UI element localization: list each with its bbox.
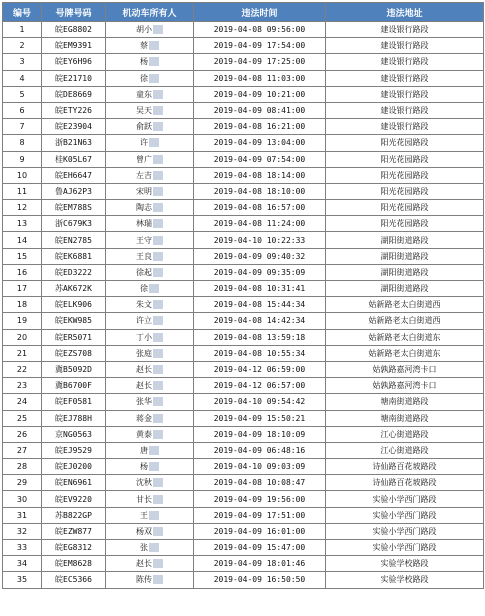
header-number: 编号 xyxy=(3,3,42,22)
cell-location: 实验小学西门路段 xyxy=(326,491,484,507)
cell-number: 7 xyxy=(3,119,42,135)
cell-plate: 鲁AJ62P3 xyxy=(42,183,106,199)
table-row xyxy=(3,426,484,442)
cell-time: 2019-04-09 13:04:00 xyxy=(194,135,326,151)
cell-owner xyxy=(106,426,194,442)
cell-location: 阳光花园路段 xyxy=(326,151,484,167)
owner-name: 张 xyxy=(140,543,148,553)
owner-name: 杨 xyxy=(140,462,148,472)
redaction-mark xyxy=(153,25,163,34)
owner-name: 俞跃 xyxy=(136,122,152,132)
owner-name: 蒋金 xyxy=(136,413,152,423)
cell-location: 湖阳街道路段 xyxy=(326,264,484,280)
cell-time: 2019-04-12 06:57:00 xyxy=(194,378,326,394)
cell-time: 2019-04-08 10:55:34 xyxy=(194,345,326,361)
cell-plate: 皖ETY226 xyxy=(42,102,106,118)
cell-location: 姑新路老太白街道东 xyxy=(326,329,484,345)
cell-owner xyxy=(106,378,194,394)
table-row xyxy=(3,183,484,199)
cell-time: 2019-04-09 17:54:00 xyxy=(194,38,326,54)
cell-time: 2019-04-09 08:41:00 xyxy=(194,102,326,118)
table-row xyxy=(3,297,484,313)
cell-owner xyxy=(106,507,194,523)
cell-location: 湖阳街道路段 xyxy=(326,248,484,264)
redaction-mark xyxy=(153,430,163,439)
cell-location: 江心街道路段 xyxy=(326,442,484,458)
cell-time: 2019-04-09 16:01:00 xyxy=(194,523,326,539)
table-row xyxy=(3,135,484,151)
redaction-mark xyxy=(153,365,163,374)
cell-time: 2019-04-09 07:54:00 xyxy=(194,151,326,167)
cell-owner xyxy=(106,86,194,102)
owner-name: 曾广 xyxy=(136,154,152,164)
cell-number: 12 xyxy=(3,200,42,216)
cell-number: 25 xyxy=(3,410,42,426)
table-row xyxy=(3,394,484,410)
table-row xyxy=(3,313,484,329)
cell-number: 28 xyxy=(3,459,42,475)
cell-location: 建设银行路段 xyxy=(326,38,484,54)
table-body xyxy=(3,22,484,589)
cell-time: 2019-04-09 09:40:32 xyxy=(194,248,326,264)
cell-plate: 冀B6700F xyxy=(42,378,106,394)
cell-owner xyxy=(106,281,194,297)
cell-plate: 皖DE8669 xyxy=(42,86,106,102)
cell-time: 2019-04-08 09:56:00 xyxy=(194,22,326,38)
cell-owner xyxy=(106,540,194,556)
cell-owner xyxy=(106,183,194,199)
redaction-mark xyxy=(153,300,163,309)
cell-plate: 皖EJ9529 xyxy=(42,442,106,458)
cell-owner xyxy=(106,297,194,313)
cell-location: 实验学校路段 xyxy=(326,572,484,588)
cell-time: 2019-04-08 16:21:00 xyxy=(194,119,326,135)
cell-time: 2019-04-08 11:24:00 xyxy=(194,216,326,232)
cell-number: 22 xyxy=(3,361,42,377)
cell-location: 建设银行路段 xyxy=(326,54,484,70)
owner-name: 赵长 xyxy=(136,559,152,569)
owner-name: 朱文 xyxy=(136,300,152,310)
violation-table-container xyxy=(2,2,483,589)
cell-owner xyxy=(106,232,194,248)
cell-time: 2019-04-08 10:31:41 xyxy=(194,281,326,297)
owner-name: 赵长 xyxy=(136,365,152,375)
redaction-mark xyxy=(153,397,163,406)
table-row xyxy=(3,54,484,70)
redaction-mark xyxy=(149,138,159,147)
cell-time: 2019-04-09 17:51:00 xyxy=(194,507,326,523)
cell-plate: 皖EC5366 xyxy=(42,572,106,588)
cell-plate: 浙B21N63 xyxy=(42,135,106,151)
cell-number: 15 xyxy=(3,248,42,264)
cell-number: 26 xyxy=(3,426,42,442)
cell-plate: 皖EJ0200 xyxy=(42,459,106,475)
cell-location: 塘南街道路段 xyxy=(326,394,484,410)
cell-location: 湖阳街道路段 xyxy=(326,232,484,248)
cell-number: 2 xyxy=(3,38,42,54)
cell-owner xyxy=(106,410,194,426)
cell-owner xyxy=(106,102,194,118)
cell-time: 2019-04-10 09:03:09 xyxy=(194,459,326,475)
redaction-mark xyxy=(153,219,163,228)
cell-number: 19 xyxy=(3,313,42,329)
cell-time: 2019-04-08 11:03:00 xyxy=(194,70,326,86)
table-row xyxy=(3,491,484,507)
cell-owner xyxy=(106,248,194,264)
table-row xyxy=(3,442,484,458)
table-row xyxy=(3,102,484,118)
table-row xyxy=(3,523,484,539)
cell-time: 2019-04-08 14:42:34 xyxy=(194,313,326,329)
redaction-mark xyxy=(153,381,163,390)
owner-name: 甘长 xyxy=(136,494,152,504)
owner-name: 林瑞 xyxy=(136,219,152,229)
redaction-mark xyxy=(153,268,163,277)
cell-location: 诗仙路百花坡路段 xyxy=(326,475,484,491)
owner-name: 陶志 xyxy=(136,203,152,213)
cell-number: 30 xyxy=(3,491,42,507)
redaction-mark xyxy=(153,236,163,245)
owner-name: 蔡 xyxy=(140,41,148,51)
cell-plate: 苏AK672K xyxy=(42,281,106,297)
cell-owner xyxy=(106,345,194,361)
cell-location: 实验学校路段 xyxy=(326,556,484,572)
owner-name: 丁小 xyxy=(136,332,152,342)
cell-time: 2019-04-08 18:14:00 xyxy=(194,167,326,183)
cell-time: 2019-04-09 17:25:00 xyxy=(194,54,326,70)
owner-name: 徐 xyxy=(140,284,148,294)
cell-number: 21 xyxy=(3,345,42,361)
redaction-mark xyxy=(153,122,163,131)
table-row xyxy=(3,378,484,394)
cell-plate: 皖E23904 xyxy=(42,119,106,135)
cell-plate: 皖EKW985 xyxy=(42,313,106,329)
redaction-mark xyxy=(149,511,159,520)
cell-time: 2019-04-09 18:01:46 xyxy=(194,556,326,572)
cell-location: 建设银行路段 xyxy=(326,86,484,102)
cell-location: 实验小学西门路段 xyxy=(326,523,484,539)
violation-table xyxy=(2,2,484,589)
owner-name: 张庭 xyxy=(136,348,152,358)
cell-plate: 皖EH6647 xyxy=(42,167,106,183)
cell-number: 34 xyxy=(3,556,42,572)
table-row xyxy=(3,86,484,102)
cell-number: 6 xyxy=(3,102,42,118)
redaction-mark xyxy=(149,462,159,471)
table-row xyxy=(3,507,484,523)
cell-plate: 皖E21710 xyxy=(42,70,106,86)
table-row xyxy=(3,119,484,135)
cell-plate: 皖EK6881 xyxy=(42,248,106,264)
redaction-mark xyxy=(153,527,163,536)
cell-location: 江心街道路段 xyxy=(326,426,484,442)
cell-plate: 皖EY6H96 xyxy=(42,54,106,70)
header-time: 违法时间 xyxy=(194,3,326,22)
owner-name: 张华 xyxy=(136,397,152,407)
owner-name: 唐 xyxy=(140,445,148,455)
cell-location: 阳光花园路段 xyxy=(326,135,484,151)
table-row xyxy=(3,556,484,572)
owner-name: 宋明 xyxy=(136,186,152,196)
cell-owner xyxy=(106,216,194,232)
cell-number: 16 xyxy=(3,264,42,280)
cell-owner xyxy=(106,54,194,70)
owner-name: 吴天 xyxy=(136,106,152,116)
table-row xyxy=(3,264,484,280)
owner-name: 王守 xyxy=(136,235,152,245)
cell-number: 8 xyxy=(3,135,42,151)
cell-owner xyxy=(106,264,194,280)
redaction-mark xyxy=(153,316,163,325)
owner-name: 黄泰 xyxy=(136,429,152,439)
redaction-mark xyxy=(153,187,163,196)
table-row xyxy=(3,248,484,264)
cell-location: 阳光花园路段 xyxy=(326,216,484,232)
cell-time: 2019-04-09 09:35:09 xyxy=(194,264,326,280)
cell-owner xyxy=(106,22,194,38)
cell-location: 塘南街道路段 xyxy=(326,410,484,426)
cell-time: 2019-04-08 18:10:00 xyxy=(194,183,326,199)
cell-location: 实验小学西门路段 xyxy=(326,507,484,523)
redaction-mark xyxy=(153,252,163,261)
cell-time: 2019-04-09 16:50:50 xyxy=(194,572,326,588)
cell-plate: 皖EV9220 xyxy=(42,491,106,507)
table-row xyxy=(3,22,484,38)
table-header-row xyxy=(3,3,484,22)
table-row xyxy=(3,361,484,377)
cell-time: 2019-04-08 10:08:47 xyxy=(194,475,326,491)
owner-name: 王良 xyxy=(136,251,152,261)
owner-name: 左吉 xyxy=(136,170,152,180)
cell-plate: 皖EJ788H xyxy=(42,410,106,426)
cell-time: 2019-04-08 13:59:18 xyxy=(194,329,326,345)
cell-number: 29 xyxy=(3,475,42,491)
cell-plate: 皖ED3222 xyxy=(42,264,106,280)
redaction-mark xyxy=(149,57,159,66)
cell-number: 10 xyxy=(3,167,42,183)
owner-name: 赵长 xyxy=(136,381,152,391)
cell-plate: 冀B5092D xyxy=(42,361,106,377)
cell-number: 35 xyxy=(3,572,42,588)
cell-owner xyxy=(106,38,194,54)
cell-plate: 皖EG8312 xyxy=(42,540,106,556)
table-row xyxy=(3,200,484,216)
cell-plate: 皖EM8628 xyxy=(42,556,106,572)
table-row xyxy=(3,232,484,248)
cell-location: 湖阳街道路段 xyxy=(326,281,484,297)
cell-time: 2019-04-09 10:21:00 xyxy=(194,86,326,102)
cell-owner xyxy=(106,70,194,86)
redaction-mark xyxy=(153,559,163,568)
cell-time: 2019-04-12 06:59:00 xyxy=(194,361,326,377)
cell-number: 13 xyxy=(3,216,42,232)
cell-time: 2019-04-09 15:50:21 xyxy=(194,410,326,426)
table-row xyxy=(3,540,484,556)
owner-name: 杨 xyxy=(140,57,148,67)
cell-number: 32 xyxy=(3,523,42,539)
table-row xyxy=(3,38,484,54)
table-row xyxy=(3,572,484,588)
owner-name: 陈传 xyxy=(136,575,152,585)
redaction-mark xyxy=(153,106,163,115)
cell-owner xyxy=(106,167,194,183)
redaction-mark xyxy=(153,478,163,487)
table-row xyxy=(3,216,484,232)
cell-number: 9 xyxy=(3,151,42,167)
cell-number: 20 xyxy=(3,329,42,345)
cell-location: 姑新路老太白街道西 xyxy=(326,297,484,313)
cell-time: 2019-04-09 06:48:16 xyxy=(194,442,326,458)
owner-name: 胡小 xyxy=(136,25,152,35)
redaction-mark xyxy=(149,74,159,83)
table-row xyxy=(3,329,484,345)
cell-location: 建设银行路段 xyxy=(326,119,484,135)
cell-time: 2019-04-10 09:54:42 xyxy=(194,394,326,410)
cell-time: 2019-04-09 18:10:09 xyxy=(194,426,326,442)
cell-owner xyxy=(106,361,194,377)
header-owner: 机动车所有人 xyxy=(106,3,194,22)
redaction-mark xyxy=(153,333,163,342)
cell-location: 姑新路老太白街道东 xyxy=(326,345,484,361)
cell-owner xyxy=(106,442,194,458)
cell-time: 2019-04-09 19:56:00 xyxy=(194,491,326,507)
redaction-mark xyxy=(149,446,159,455)
table-row xyxy=(3,281,484,297)
cell-location: 建设银行路段 xyxy=(326,102,484,118)
redaction-mark xyxy=(153,414,163,423)
table-row xyxy=(3,475,484,491)
header-location: 违法地址 xyxy=(326,3,484,22)
cell-plate: 皖EZS708 xyxy=(42,345,106,361)
cell-location: 姑新路老太白街道西 xyxy=(326,313,484,329)
cell-location: 姑孰路嘉河湾卡口 xyxy=(326,378,484,394)
cell-plate: 皖EG8802 xyxy=(42,22,106,38)
table-row xyxy=(3,167,484,183)
cell-number: 11 xyxy=(3,183,42,199)
cell-location: 阳光花园路段 xyxy=(326,183,484,199)
cell-owner xyxy=(106,491,194,507)
cell-owner xyxy=(106,556,194,572)
cell-location: 建设银行路段 xyxy=(326,22,484,38)
cell-plate: 皖EN6961 xyxy=(42,475,106,491)
redaction-mark xyxy=(153,155,163,164)
cell-owner xyxy=(106,572,194,588)
redaction-mark xyxy=(153,575,163,584)
owner-name: 徐 xyxy=(140,73,148,83)
cell-plate: 皖EF0581 xyxy=(42,394,106,410)
cell-plate: 皖EN2785 xyxy=(42,232,106,248)
cell-number: 14 xyxy=(3,232,42,248)
cell-number: 1 xyxy=(3,22,42,38)
cell-number: 3 xyxy=(3,54,42,70)
redaction-mark xyxy=(153,495,163,504)
cell-location: 阳光花园路段 xyxy=(326,167,484,183)
cell-owner xyxy=(106,135,194,151)
table-row xyxy=(3,70,484,86)
redaction-mark xyxy=(153,90,163,99)
cell-location: 诗仙路百花坡路段 xyxy=(326,459,484,475)
cell-plate: 皖EM9391 xyxy=(42,38,106,54)
cell-location: 实验小学西门路段 xyxy=(326,540,484,556)
cell-time: 2019-04-10 10:22:33 xyxy=(194,232,326,248)
cell-owner xyxy=(106,394,194,410)
cell-plate: 皖ER5071 xyxy=(42,329,106,345)
table-row xyxy=(3,345,484,361)
cell-plate: 皖ELK906 xyxy=(42,297,106,313)
cell-owner xyxy=(106,459,194,475)
redaction-mark xyxy=(153,203,163,212)
cell-owner xyxy=(106,329,194,345)
redaction-mark xyxy=(153,171,163,180)
owner-name: 许 xyxy=(140,138,148,148)
cell-number: 31 xyxy=(3,507,42,523)
owner-name: 杨双 xyxy=(136,526,152,536)
table-row xyxy=(3,459,484,475)
cell-number: 4 xyxy=(3,70,42,86)
cell-number: 33 xyxy=(3,540,42,556)
redaction-mark xyxy=(149,543,159,552)
table-row xyxy=(3,151,484,167)
cell-number: 5 xyxy=(3,86,42,102)
cell-owner xyxy=(106,119,194,135)
cell-number: 18 xyxy=(3,297,42,313)
header-plate: 号牌号码 xyxy=(42,3,106,22)
cell-number: 24 xyxy=(3,394,42,410)
cell-time: 2019-04-09 15:47:00 xyxy=(194,540,326,556)
cell-location: 阳光花园路段 xyxy=(326,200,484,216)
owner-name: 徐起 xyxy=(136,267,152,277)
cell-plate: 浙C679K3 xyxy=(42,216,106,232)
cell-plate: 桂K05L67 xyxy=(42,151,106,167)
cell-owner xyxy=(106,151,194,167)
cell-number: 23 xyxy=(3,378,42,394)
cell-time: 2019-04-08 15:44:34 xyxy=(194,297,326,313)
owner-name: 沈秋 xyxy=(136,478,152,488)
owner-name: 王 xyxy=(140,510,148,520)
cell-location: 姑孰路嘉河湾卡口 xyxy=(326,361,484,377)
cell-plate: 京NG0563 xyxy=(42,426,106,442)
cell-owner xyxy=(106,523,194,539)
cell-number: 27 xyxy=(3,442,42,458)
owner-name: 童东 xyxy=(136,89,152,99)
cell-owner xyxy=(106,313,194,329)
cell-plate: 皖EM788S xyxy=(42,200,106,216)
cell-location: 建设银行路段 xyxy=(326,70,484,86)
cell-plate: 苏B822GP xyxy=(42,507,106,523)
table-row xyxy=(3,410,484,426)
cell-plate: 皖EZW877 xyxy=(42,523,106,539)
redaction-mark xyxy=(149,284,159,293)
owner-name: 许立 xyxy=(136,316,152,326)
cell-owner xyxy=(106,200,194,216)
redaction-mark xyxy=(153,349,163,358)
redaction-mark xyxy=(149,41,159,50)
cell-owner xyxy=(106,475,194,491)
cell-number: 17 xyxy=(3,281,42,297)
cell-time: 2019-04-08 16:57:00 xyxy=(194,200,326,216)
